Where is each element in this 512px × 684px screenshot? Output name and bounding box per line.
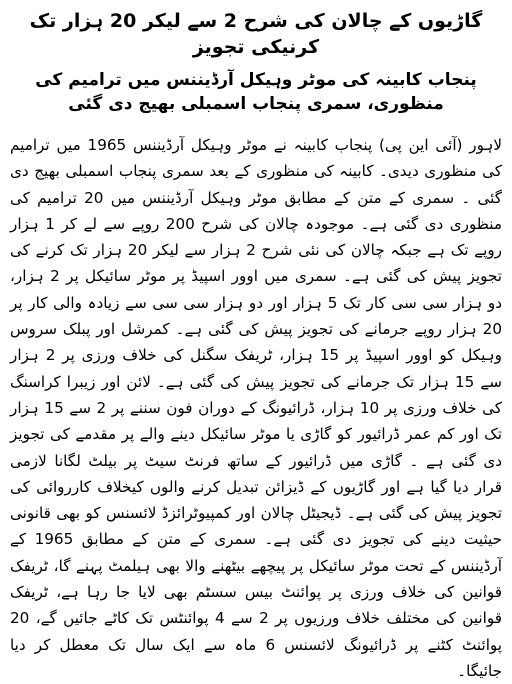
article-headline: گاڑیوں کے چالان کی شرح 2 سے لیکر 20 ہزار تک کرنیکی تجویز (29, 10, 483, 58)
article-body: لاہور (آئی این پی) پنجاب کابینہ نے موٹر وہیکل آرڈیننس 1965 میں ترامیم کی منظوری دیدی۔ کابینہ کی منظوری کے بعد سمری پنجاب اسمبلی بھیج دی گئی ۔ سمری کے متن کے مطابق موٹر وہیکل آرڈیننس میں 20 ترامیم کی منظوری دی گئی ہے۔ موجودہ چالان کی شرح 200 روپے سے لے کر 1 ہزار روپے تک ہے جبکہ چالان کی نئی شرح 2 ہزار سے لیکر 20 ہزار تک کرنے کی تجویز پیش کی گئی ہے۔ سمری میں اوور اسپیڈ پر موٹر سائیکل پر 2 ہزار، دو ہزار سی سی کار تک 5 ہزار اور دو ہزار سی سی سے زیادہ والی کار پر 20 ہزار روپے جرمانے کی تجویز پیش کی گئی ہے۔ کمرشل اور پبلک سروس وہیکل کو اوور اسپیڈ پر 15 ہزار، ٹریفک سگنل کی خلاف ورزی پر 2 ہزار سے 15 ہزار تک جرمانے کی تجویز پیش کی گئی ہے۔ لائن اور زیبرا کراسنگ کی خلاف ورزی پر 10 ہزار، ڈرائیونگ کے دوران فون سننے پر 2 سے 15 ہزار تک اور کم عمر ڈرائیور کو گاڑی یا موٹر سائیکل دینے والے پر مقدمے کی تجویز دی گئی ہے ۔ گاڑی میں ڈرائیور کے ساتھ فرنٹ سیٹ پر بیلٹ لگانا لازمی قرار دیا گیا ہے اور گاڑیوں کے ڈیزائن تبدیل کرنے والوں کیخلاف کارروائی کی تجویز پیش کی گئی ہے۔ ڈیجیٹل چالان اور کمپیوٹرائزڈ لائسنس کو بھی قانونی حیثیت دینے کی تجویز دی گئی ہے۔ سمری کے متن کے مطابق 1965 کے آرڈیننس کے تحت موٹر سائیکل پر پیچھے بیٹھنے والا بھی ہیلمٹ پہنے گا، ٹریفک قوانین کی خلاف ورزی پر پوائنٹ بیس سسٹم بھی لایا جا رہا ہے، ٹریفک قوانین کی مختلف خلاف ورزیوں پر 2 سے 4 پوائنٹس تک کاٹے جائیں گے، 20 پوائنٹ کٹنے پر ڈرائیونگ لائسنس 6 ماہ سے ایک سال تک معطل کر دیا جائیگا۔ (10, 136, 503, 680)
article-subheadline: پنجاب کابینہ کی موٹر وہیکل آرڈیننس میں ترامیم کی منظوری، سمری پنجاب اسمبلی بھیج دی گئی (35, 70, 477, 114)
